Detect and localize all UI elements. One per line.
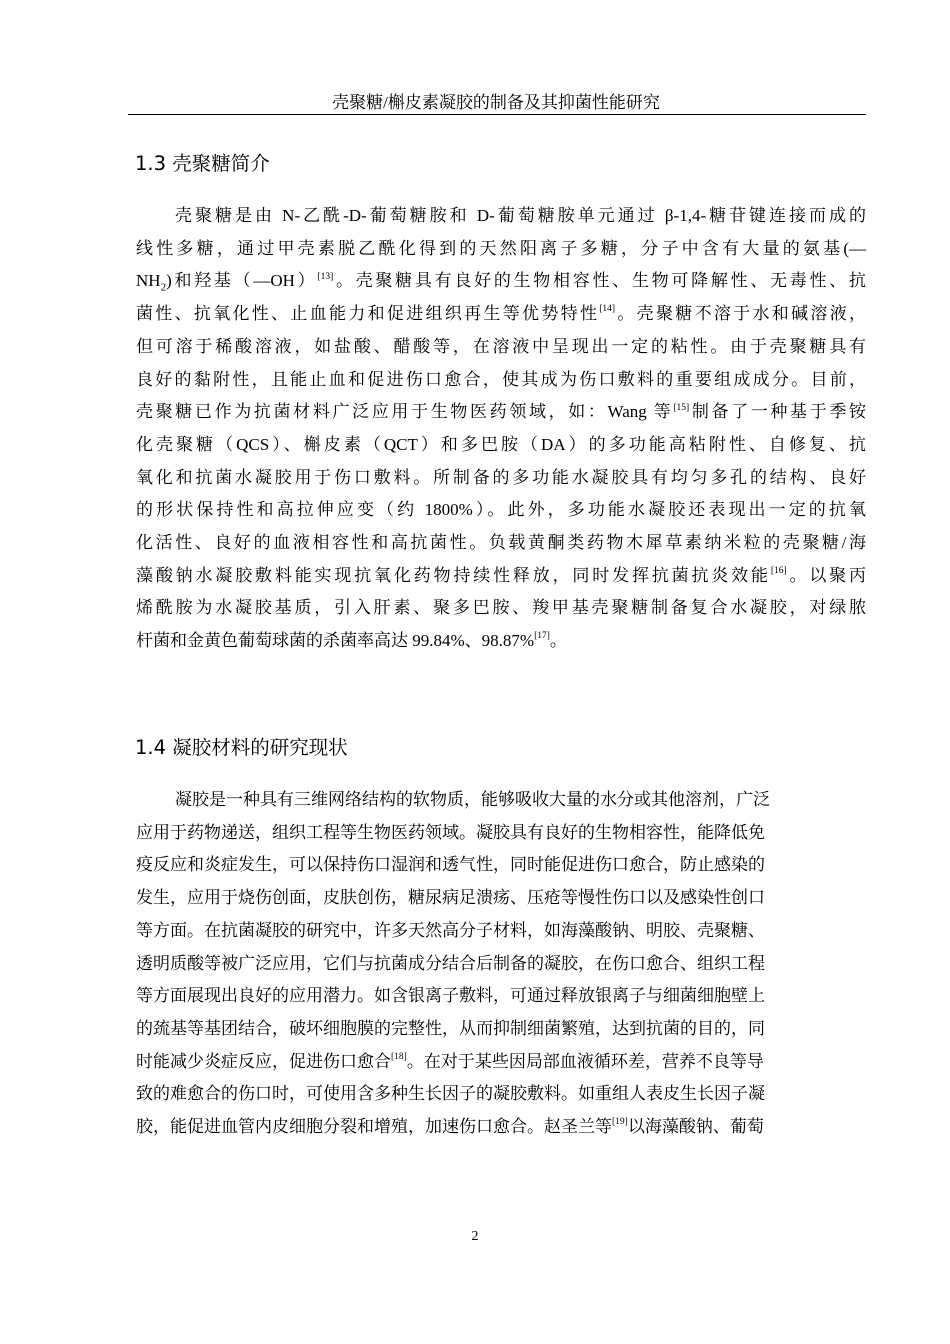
text-run: 制备了一种基于季铵 bbox=[689, 402, 867, 422]
text-line: 致的难愈合的伤口时，可使用含多种生长因子的凝胶敷料。如重组人表皮生长因子凝 bbox=[136, 1084, 765, 1104]
text-line bbox=[136, 1111, 866, 1144]
text-run: 胶，能促进血管内皮细胞分裂和增殖，加速伤口愈合。赵圣兰等 bbox=[136, 1117, 612, 1137]
page-number: 2 bbox=[471, 1229, 479, 1244]
text-line: 疫反应和炎症发生，可以保持伤口湿润和透气性，同时能促进伤口愈合，防止感染的 bbox=[136, 855, 765, 875]
section-heading-1-3: 1.3 壳聚糖简介 bbox=[135, 152, 270, 175]
text-line bbox=[136, 298, 866, 331]
text-line: 发生，应用于烧伤创面，皮肤创伤，糖尿病足溃疡、压疮等慢性伤口以及感染性创口 bbox=[136, 888, 765, 908]
text-line: 壳聚糖是由 N-乙酰-D-葡萄糖胺和 D-葡萄糖胺单元通过 β-1,4-糖苷键连接而成的 bbox=[175, 206, 866, 225]
running-header: 壳聚糖/槲皮素凝胶的制备及其抑菌性能研究 bbox=[332, 93, 660, 112]
text-line: 氧化和抗菌水凝胶用于伤口敷料。所制备的多功能水凝胶具有均匀多孔的结构、良好 bbox=[136, 467, 866, 487]
text-line: 的形状保持性和高拉伸应变（约 1800%）。此外，多功能水凝胶还表现出一定的抗氧 bbox=[136, 500, 866, 520]
text-run: 。壳聚糖具有良好的生物相容性、生物可降解性、无毒性、抗 bbox=[333, 271, 866, 291]
header-divider bbox=[128, 114, 866, 115]
text-run: 时能减少炎症反应，促进伤口愈合 bbox=[136, 1051, 391, 1071]
text-line: 化壳聚糖（QCS）、槲皮素（QCT）和多巴胺（DA）的多功能高粘附性、自修复、抗 bbox=[136, 434, 866, 454]
citation-ref: [14] bbox=[599, 304, 616, 315]
text-line bbox=[136, 396, 866, 429]
citation-ref: [13] bbox=[317, 271, 334, 282]
text-run: 壳聚糖已作为抗菌材料广泛应用于生物医药领域，如：Wang 等 bbox=[136, 402, 674, 422]
text-line: 良好的黏附性，且能止血和促进伤口愈合，使其成为伤口敷料的重要组成成分。目前， bbox=[136, 369, 866, 389]
text-line: 的巯基等基团结合，破坏细胞膜的完整性，从而抑制细菌繁殖，达到抗菌的目的，同 bbox=[136, 1018, 765, 1038]
text-run: 。在对于某些因局部血液循环差，营养不良等导 bbox=[406, 1051, 764, 1071]
text-run: 菌性、抗氧化性、止血能力和促进组织再生等优势特性 bbox=[136, 304, 600, 324]
text-line: 透明质酸等被广泛应用，它们与抗菌成分结合后制备的凝胶，在伤口愈合、组织工程 bbox=[136, 953, 765, 973]
text-run: 以海藻酸钠、葡萄 bbox=[627, 1117, 764, 1137]
paragraph-chitosan-intro bbox=[136, 200, 866, 658]
text-run: 杆菌和金黄色葡萄球菌的杀菌率高达 99.84%、98.87% bbox=[136, 631, 535, 651]
paragraph-gel-research bbox=[136, 784, 866, 1144]
text-line bbox=[136, 1046, 866, 1079]
text-line: 等方面。在抗菌凝胶的研究中，许多天然高分子材料，如海藻酸钠、明胶、壳聚糖、 bbox=[136, 920, 765, 940]
text-line: 等方面展现出良好的应用潜力。如含银离子敷料，可通过释放银离子与细菌细胞壁上 bbox=[136, 986, 765, 1006]
text-run: NH bbox=[136, 271, 161, 291]
citation-ref: [19] bbox=[612, 1117, 628, 1128]
text-line: 化活性、良好的血液相容性和高抗菌性。负载黄酮类药物木犀草素纳米粒的壳聚糖/海 bbox=[136, 533, 866, 553]
text-line bbox=[136, 265, 866, 298]
text-run: 。壳聚糖不溶于水和碱溶液， bbox=[615, 304, 867, 324]
text-line: 但可溶于稀酸溶液，如盐酸、醋酸等，在溶液中呈现出一定的粘性。由于壳聚糖具有 bbox=[136, 336, 866, 356]
citation-ref: [15] bbox=[673, 402, 690, 413]
text-line: 线性多糖，通过甲壳素脱乙酰化得到的天然阳离子多糖，分子中含有大量的氨基(— bbox=[136, 238, 866, 258]
subscript: 2 bbox=[160, 281, 167, 294]
text-line bbox=[136, 560, 866, 593]
citation-ref: [18] bbox=[391, 1051, 407, 1062]
citation-ref: [17] bbox=[534, 631, 550, 642]
text-run: 。 bbox=[549, 631, 567, 651]
text-run: 。以聚丙 bbox=[786, 565, 867, 585]
text-line: 应用于药物递送，组织工程等生物医药领域。凝胶具有良好的生物相容性，能降低免 bbox=[136, 822, 765, 842]
text-line: 凝胶是一种具有三维网络结构的软物质，能够吸收大量的水分或其他溶剂，广泛 bbox=[175, 790, 770, 809]
citation-ref: [16] bbox=[770, 566, 787, 577]
text-line: 烯酰胺为水凝胶基质，引入肝素、聚多巴胺、羧甲基壳聚糖制备复合水凝胶，对绿脓 bbox=[136, 598, 866, 618]
text-line bbox=[136, 625, 866, 658]
section-heading-1-4: 1.4 凝胶材料的研究现状 bbox=[135, 736, 348, 759]
text-run: )和羟基（—OH） bbox=[166, 271, 318, 291]
text-run: 藻酸钠水凝胶敷料能实现抗氧化药物持续性释放，同时发挥抗菌抗炎效能 bbox=[136, 565, 771, 585]
